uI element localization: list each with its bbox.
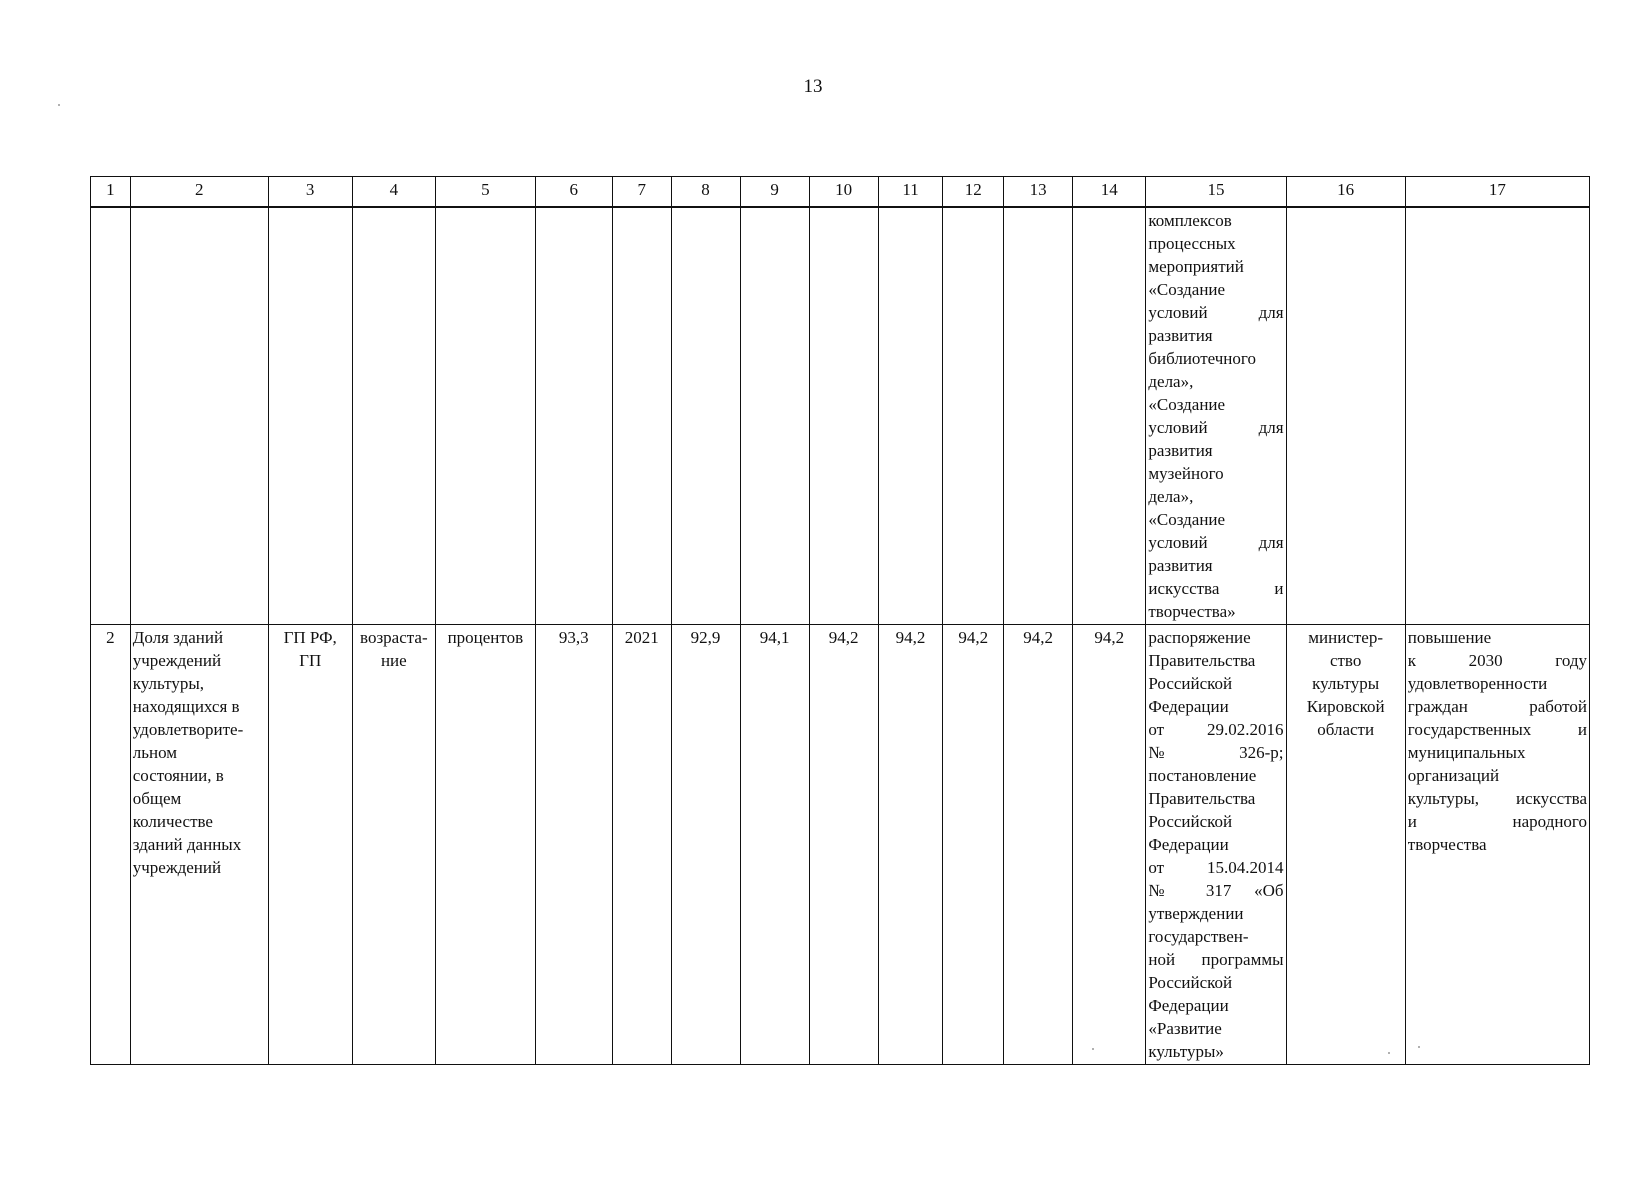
text-line: Российской [1148,973,1233,992]
responsible-cell [1286,625,1405,1065]
value-col8: 92,9 [671,625,740,1065]
indicators-table [90,176,1590,1065]
text-line: мероприятий [1148,257,1244,276]
value-col9: 94,1 [740,625,809,1065]
text-line: условий для [1148,303,1284,322]
text-line: зданий данных [132,835,242,854]
text-line: государственных и [1407,720,1587,739]
text-line: ной программы [1148,950,1284,969]
text-line: библиотечного [1148,349,1256,368]
column-header-10: 10 [809,177,878,208]
text-line: комплексов [1148,211,1232,230]
base-value-cell: 93,3 [535,625,612,1065]
text-line: «Создание [1148,510,1226,529]
text-line: дела», [1148,372,1194,391]
document-basis-cell [1146,625,1286,1065]
value-col12: 94,2 [943,625,1004,1065]
text-line: Российской [1148,812,1233,831]
level-cell [268,625,352,1065]
text-line: учреждений [132,858,222,877]
value-col13: 94,2 [1004,625,1073,1065]
text-line: ГП [299,651,322,670]
text-line: музейного [1148,464,1224,483]
text-line: культуры, искусства [1407,789,1587,808]
column-header-14: 14 [1073,177,1146,208]
text-line: искусства и [1148,579,1284,598]
text-line: Правительства [1148,789,1256,808]
column-header-7: 7 [612,177,671,208]
text-line: культуры [1312,674,1380,693]
text-line: Доля зданий [132,628,224,647]
column-header-8: 8 [671,177,740,208]
column-header-9: 9 [740,177,809,208]
page-number: 13 [803,76,823,97]
text-line: министер- [1308,628,1384,647]
continuation-row [91,207,1590,625]
text-line: творчества» [1148,602,1236,621]
text-line: Федерации [1148,697,1229,716]
column-header-11: 11 [878,177,943,208]
column-header-2: 2 [130,177,268,208]
continuation-doc-cell [1146,207,1286,625]
text-line: условий для [1148,533,1284,552]
column-header-5: 5 [436,177,535,208]
text-line: процессных [1148,234,1236,253]
text-line: ние [380,651,407,670]
text-line: ство [1329,651,1362,670]
text-line: творчества [1407,835,1487,854]
text-line: распоряжение [1148,628,1251,647]
column-header-12: 12 [943,177,1004,208]
text-line: учреждений [132,651,222,670]
text-line: Российской [1148,674,1233,693]
text-line: развития [1148,556,1213,575]
text-line: находящихся в [132,697,240,716]
table-row [91,625,1590,1065]
text-line: от 15.04.2014 [1148,858,1284,877]
base-year-cell: 2021 [612,625,671,1065]
text-line: развития [1148,441,1213,460]
goal-cell [1405,625,1589,1065]
value-col14: 94,2 [1073,625,1146,1065]
row-number: 2 [91,625,131,1065]
text-line: граждан работой [1407,697,1587,716]
column-header-17: 17 [1405,177,1589,208]
text-line: «Развитие [1148,1019,1222,1038]
text-line: к 2030 году [1407,651,1587,670]
text-line: условий для [1148,418,1284,437]
text-line: № 317 «Об [1148,881,1284,900]
text-line: Федерации [1148,835,1229,854]
column-header-6: 6 [535,177,612,208]
value-col10: 94,2 [809,625,878,1065]
text-line: и народного [1407,812,1587,831]
text-line: общем [132,789,182,808]
text-line: государствен- [1148,927,1249,946]
text-line: культуры» [1148,1042,1224,1061]
unit-cell: процентов [436,625,535,1065]
text-line: от 29.02.2016 [1148,720,1284,739]
direction-cell [352,625,436,1065]
text-line: состоянии, в [132,766,224,785]
column-header-4: 4 [352,177,436,208]
text-line: области [1317,720,1375,739]
column-header-3: 3 [268,177,352,208]
indicator-name-cell [130,625,268,1065]
text-line: льном [132,743,178,762]
text-line: ГП РФ, [283,628,337,647]
column-header-15: 15 [1146,177,1286,208]
text-line: повышение [1407,628,1492,647]
text-line: культуры, [132,674,204,693]
text-line: № 326-р; [1148,743,1284,762]
header-row [91,177,1590,208]
column-header-1: 1 [91,177,131,208]
text-line: удовлетворите- [132,720,244,739]
text-line: муниципальных [1407,743,1526,762]
text-line: «Создание [1148,280,1226,299]
column-header-16: 16 [1286,177,1405,208]
text-line: постановление [1148,766,1257,785]
text-line: удовлетворенности [1407,674,1548,693]
value-col11: 94,2 [878,625,943,1065]
text-line: утверждении [1148,904,1244,923]
text-line: Правительства [1148,651,1256,670]
column-header-13: 13 [1004,177,1073,208]
text-line: «Создание [1148,395,1226,414]
text-line: возраста- [360,628,428,647]
text-line: развития [1148,326,1213,345]
text-line: дела», [1148,487,1194,506]
text-line: Кировской [1306,697,1385,716]
text-line: количестве [132,812,213,831]
text-line: организаций [1407,766,1500,785]
text-line: Федерации [1148,996,1229,1015]
